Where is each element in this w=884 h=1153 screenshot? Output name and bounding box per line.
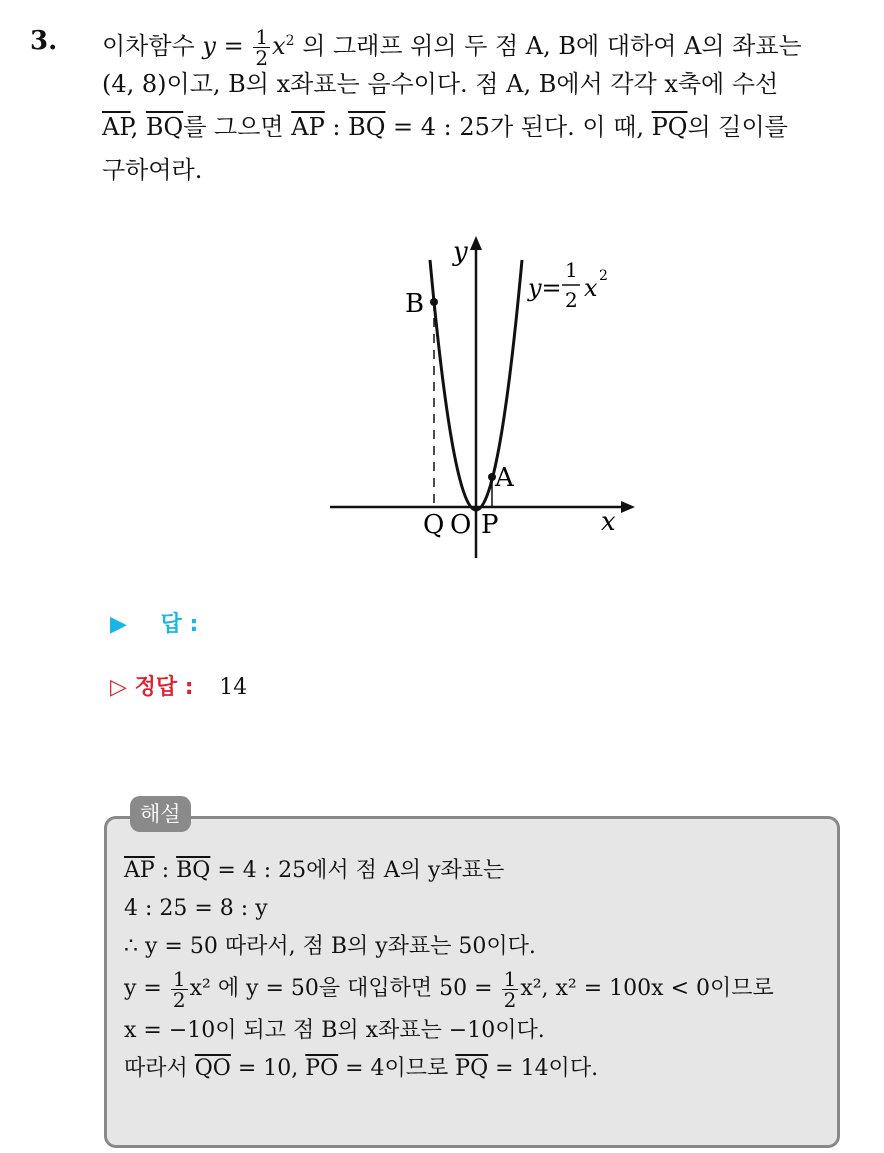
fraction [502, 966, 519, 1012]
segment-po: $\overline{PO}$ [305, 1056, 339, 1081]
segment-pq: $\overline{PQ}$ [455, 1056, 489, 1081]
fraction-denominator: 2 [503, 987, 517, 1012]
correct-answer-row [110, 670, 247, 701]
solution-line-5: x = −10이 되고 점 B의 x좌표는 −10이다. [124, 1018, 545, 1043]
y-axis-arrow [470, 236, 482, 250]
problem-text: 를 그으면 [183, 113, 284, 141]
problem-line-2: (4, 8)이고, B의 x좌표는 음수이다. 점 A, B에서 각각 x축에 수선 [102, 70, 779, 98]
ratio-colon: : [332, 113, 341, 141]
fraction-numerator: 1 [255, 25, 269, 49]
correct-answer-label: 정답 : [134, 675, 194, 700]
fraction-denominator: 2 [172, 987, 186, 1012]
point-b [430, 298, 438, 306]
fraction-denominator: 2 [255, 46, 269, 70]
ratio-colon: : [161, 858, 170, 883]
label-a: A [495, 463, 514, 493]
fraction-numerator: 1 [503, 966, 517, 991]
solution-line-1 [124, 852, 774, 890]
y-axis-label: y [453, 237, 468, 267]
var-x: x [272, 32, 286, 60]
parabola-graph [325, 230, 645, 570]
curve-label-exponent: 2 [599, 268, 608, 284]
solution-line-4 [124, 966, 774, 1012]
x-axis-arrow [621, 501, 635, 513]
segment-qo: $\overline{QO}$ [194, 1056, 231, 1081]
segment-ap: $\overline{AP}$ [124, 858, 155, 883]
curve-label-x: x [584, 274, 598, 302]
problem-text: 의 길이를 [687, 113, 788, 141]
answer-row [110, 607, 198, 638]
fraction [171, 966, 188, 1012]
solution-text-part: x² 에 y = 50을 대입하면 50 = [189, 976, 493, 1001]
solution-text-part: x², x² = 100x < 0이므로 [520, 976, 774, 1001]
fraction-numerator: 1 [172, 966, 186, 991]
segment-bq: $\overline{BQ}$ [176, 858, 211, 883]
fraction [253, 27, 270, 68]
solution-text-part: = 4 : 25에서 점 A의 y좌표는 [217, 858, 505, 883]
solution-text [124, 852, 774, 1088]
solution-line-6 [124, 1050, 774, 1088]
problem-line-3 [102, 106, 862, 149]
exponent: 2 [285, 33, 295, 49]
segment-bq: $\overline{BQ}$ [145, 113, 184, 141]
curve-label-numerator: 1 [565, 258, 578, 282]
label-q: Q [423, 510, 445, 540]
curve-label-denominator: 2 [565, 288, 578, 312]
solution-tag: 해설 [130, 796, 191, 832]
x-axis-label: x [601, 507, 616, 537]
answer-marker: ▶ [110, 612, 127, 637]
curve-label-y: y= [528, 274, 562, 302]
problem-text: = 4 : 25가 된다. 이 때, [393, 113, 645, 141]
problem-statement [102, 20, 862, 192]
equals-sign: = [223, 32, 244, 60]
label-p: P [481, 510, 499, 540]
problem-number: 3. [30, 26, 58, 56]
answer-label: 답 : [160, 612, 199, 637]
segment-ap: $\overline{AP}$ [102, 113, 131, 141]
solution-text-part: = 14이다. [495, 1056, 599, 1081]
solution-line-3: ∴ y = 50 따라서, 점 B의 y좌표는 50이다. [124, 934, 536, 959]
problem-line-1 [102, 20, 862, 70]
problem-text: 이차함수 [102, 32, 195, 60]
correct-marker: ▷ [110, 675, 127, 700]
label-b: B [405, 289, 425, 319]
solution-text-part: = 4이므로 [345, 1056, 449, 1081]
solution-text-part: = 10, [237, 1056, 299, 1081]
solution-text-part: y = [124, 976, 162, 1001]
segment-pq: $\overline{PQ}$ [651, 113, 688, 141]
solution-line-2: 4 : 25 = 8 : y [124, 896, 268, 921]
segment-bq: $\overline{BQ}$ [348, 113, 386, 141]
problem-text: 의 그래프 위의 두 점 A, B에 대하여 A의 좌표는 [302, 32, 802, 60]
label-o: O [450, 510, 472, 540]
comma: , [130, 113, 139, 141]
segment-ap: $\overline{AP}$ [291, 113, 325, 141]
solution-text-part: 따라서 [124, 1056, 188, 1081]
var-y: y [202, 32, 216, 60]
correct-answer-value: 14 [219, 675, 248, 700]
problem-line-4: 구하여라. [102, 156, 203, 184]
